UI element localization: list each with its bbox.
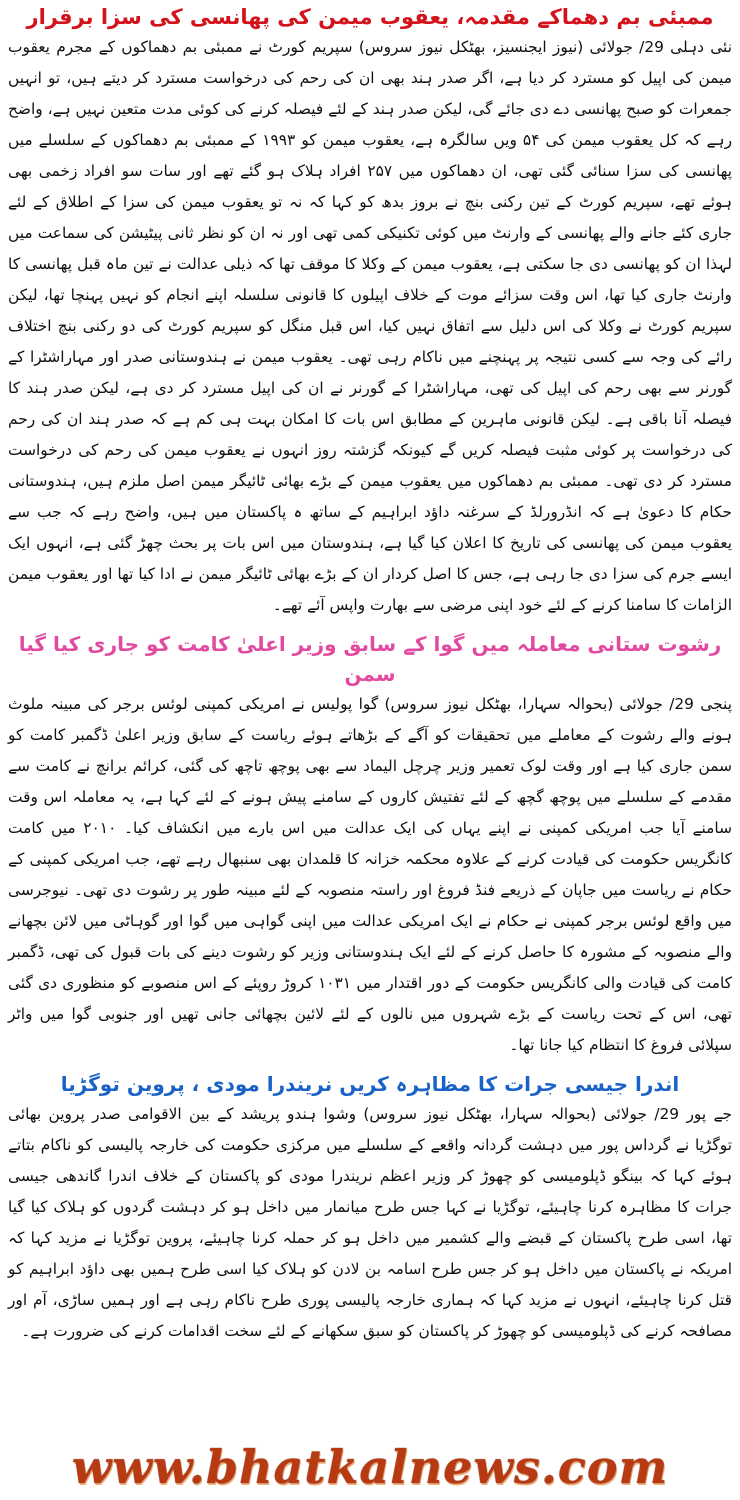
- article3-headline: اندرا جیسی جرات کا مظاہرہ کریں نریندرا مودی ، پروین توگڑیا: [60, 1072, 680, 1096]
- article1-headline: ممبئی بم دھماکے مقدمہ، یعقوب میمن کی پھانسی کی سزا برقرار: [26, 5, 714, 29]
- site-watermark[interactable]: www.bhatkalnews.com: [71, 1440, 669, 1494]
- article2-headline: رشوت ستانی معاملہ میں گوا کے سابق وزیر اعلیٰ کامت کو جاری کیا گیا سمن: [18, 632, 722, 686]
- article3-body: جے پور 29/ جولائی (بحوالہ سہارا، بھٹکل نیوز سروس) وشوا ہندو پریشد کے بین الاقوامی صدر پروین بھائی توگڑیا نے گرداس پور میں دہشت گردانہ واقعے کے سلسلے میں مرکزی حکومت کی خارجہ پالیسی کو ناکام بتاتے ہوئے کہا کہ بینگو ڈپلومیسی کو چھوڑ کر وزیر اعظم نریندرا مودی کو پاکستان کے خلاف اندرا گاندھی جیسی جرات کا مظاہرہ کرنا چاہیئے، توگڑیا نے کہا جس طرح میانمار میں داخل ہو کر دہشت گردوں کو ہلاک کیا گیا تھا، اسی طرح پاکستان کے قبضے والے کشمیر میں داخل ہو کر حملہ کرنا چاہیئے، پروین توگڑیا نے مزید کہا کہ امریکہ نے پاکستان میں داخل ہو کر جس طرح اسامہ بن لادن کو ہلاک کیا اسی طرح ہمیں بھی داؤد ابراہیم کو قتل کرنا چاہیئے، انہوں نے مزید کہا کہ ہماری خارجہ پالیسی پوری طرح ناکام رہی ہے اور ہمیں ساڑی، آم اور مصافحہ کرنے کی ڈپلومیسی کو چھوڑ کر پاکستان کو سبق سکھانے کے لئے سخت اقدامات کرنے کی ضرورت ہے۔: [8, 1105, 732, 1340]
- article2-body: پنجی 29/ جولائی (بحوالہ سہارا، بھٹکل نیوز سروس) گوا پولیس نے امریکی کمپنی لوئس برجر کی مبینہ ملوث ہونے والے رشوت کے معاملے میں تحقیقات کو آگے کے بڑھاتے ہوئے ریاست کے سابق وزیر اعلیٰ ڈگمبر کامت کو سمن جاری کیا ہے اور وقت لوک تعمیر وزیر چرچل الیماد سے بھی پوچھ تاچھ کی گئی، کرائم برانچ نے کامت سے مقدمے کے سلسلے میں پوچھ گچھ کے لئے تفتیش کاروں کے سامنے پیش ہونے کے لئے کہا ہے، یہ معاملہ اس وقت سامنے آیا جب امریکی کمپنی نے اپنے یہاں کی ایک عدالت میں اس بارے میں انکشاف کیا۔ ۲۰۱۰ میں کامت کانگریس حکومت کی قیادت کرنے کے علاوہ محکمہ خزانہ کا قلمدان بھی سنبھال رہے تھے، جب امریکی کمپنی کے حکام نے ریاست میں جاپان کے ذریعے فنڈ فروغ اور راستہ منصوبہ کے لئے مبینہ طور پر رشوت دی تھی۔ نیوجرسی میں واقع لوئس برجر کمپنی نے حکام نے ایک امریکی عدالت میں اپنی گواہی میں گوا اور گوہاٹی میں لائن بچھانے والے منصوبہ کے مشورہ کا حاصل کرنے کے لئے ایک ہندوستانی وزیر کو رشوت دینے کی بات قبول کی تھی، ڈگمبر کامت کی قیادت والی کانگریس حکومت کے دور اقتدار میں ۱۰۳۱ کروڑ روپئے کے اس منصوبے کو منظوری دی گئی تھی، اس کے تحت ریاست کے بڑے شہروں میں نالوں کے لئے لائین بچھائی جانی تھیں اور جنوبی گوا میں واٹر سپلائی فروغ کا انتظام کیا جانا تھا۔: [8, 695, 733, 1054]
- site-footer: [0, 1440, 740, 1494]
- article1-body: نئی دہلی 29/ جولائی (نیوز ایجنسیز، بھٹکل نیوز سروس) سپریم کورٹ نے ممبئی بم دھماکوں کے مجرم یعقوب میمن کی اپیل کو مسترد کر دیا ہے، اگر صدر ہند بھی ان کی رحم کی درخواست مسترد کر دیتے ہیں، تو انہیں جمعرات کو صبح پھانسی دے دی جائے گی، لیکن صدر ہند کے لئے فیصلہ کرنے کی کوئی مدت متعین نہیں ہے، واضح رہے کہ کل یعقوب میمن کی ۵۴ ویں سالگرہ ہے، یعقوب میمن کو ۱۹۹۳ کے ممبئی بم دھماکوں کے سلسلے میں پھانسی کی سزا سنائی گئی تھی، ان دھماکوں میں ۲۵۷ افراد ہلاک ہو گئے تھے اور سات سو افراد زخمی بھی ہوئے تھے، سپریم کورٹ کے تین رکنی بنچ نے بروز بدھ کو کہا کہ نہ تو یعقوب میمن کی سزا کے اطلاق کے لئے جاری کئے جانے والے پھانسی کے وارنٹ میں کوئی تکنیکی کمی تھی اور نہ ان کو نظر ثانی پیٹیشن کی سماعت میں لہذا ان کو پھانسی دی جا سکتی ہے، یعقوب میمن کے وکلا کا موقف تھا کہ ذیلی عدالت نے تین ماہ قبل پھانسی کا وارنٹ جاری کیا تھا، اس وقت سزائے موت کے خلاف اپیلوں کا قانونی سلسلہ اپنے انجام کو نہیں پہنچا تھا، لیکن سپریم کورٹ نے وکلا کی اس دلیل سے اتفاق نہیں کیا، اس قبل منگل کو سپریم کورٹ کی دو رکنی بنچ اختلاف رائے کی وجہ سے کسی نتیجہ پر پہنچنے میں ناکام رہی تھی۔ یعقوب میمن نے ہندوستانی صدر اور مہاراشٹرا کے گورنر سے بھی رحم کی اپیل کی تھی، مہاراشٹرا کے گورنر نے ان کی اپیل مسترد کر دی ہے، لیکن صدر ہند کا فیصلہ آنا باقی ہے۔ لیکن قانونی ماہرین کے مطابق اس بات کا امکان بہت ہی کم ہے کہ صدر ہند ان کی رحم کی درخواست پر کوئی مثبت فیصلہ کریں گے کیونکہ گزشتہ روز انہوں نے یعقوب میمن کی رحم کی درخواست مسترد کر دی تھی۔ ممبئی بم دھماکوں میں یعقوب میمن کے بڑے بھائی ٹائیگر میمن اصل ملزم ہیں، ہندوستانی حکام کا دعویٰ ہے کہ انڈرورلڈ کے سرغنہ داؤد ابراہیم کے ساتھ ہ پاکستان میں ہیں، واضح رہے کہ جب سے یعقوب میمن کی پھانسی کی تاریخ کا اعلان کیا گیا ہے، ہندوستان میں اس بات پر بحث چھڑ گئی ہے، انہوں ایک ایسے جرم کی سزا دی جا رہی ہے، جس کا اصل کردار ان کے بڑے بھائی ٹائیگر میمن نے ادا کیا تھا اور یعقوب میمن الزامات کا سامنا کرنے کے لئے خود اپنی مرضی سے بھارت واپس آئے تھے۔: [8, 38, 733, 614]
